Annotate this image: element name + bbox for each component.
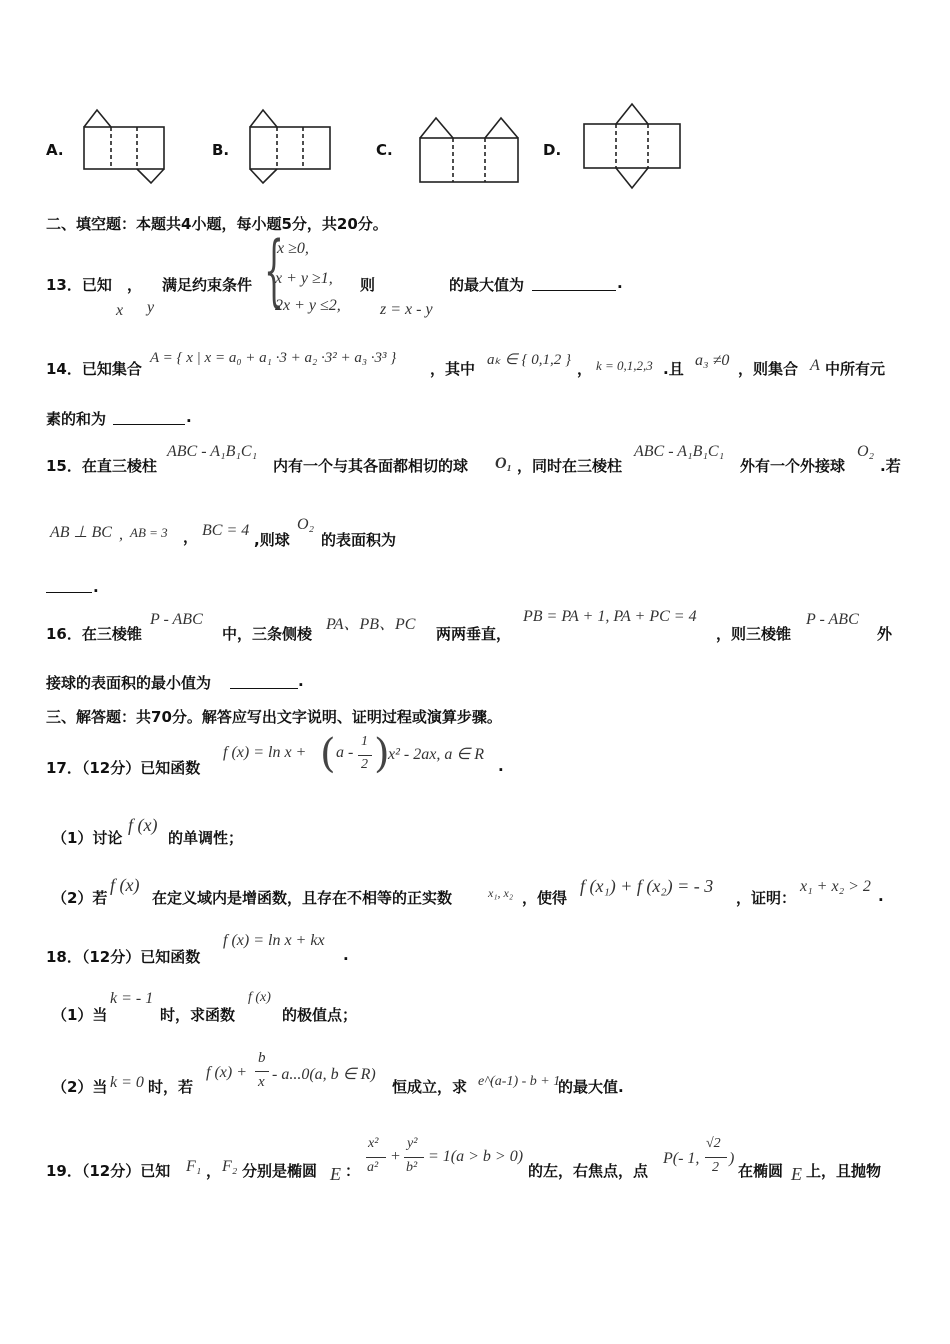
q19-point-p: P(- 1,	[663, 1150, 700, 1167]
q19-x2: x²	[368, 1136, 379, 1151]
q14-and: .且	[663, 360, 684, 378]
q17-frac-den: 2	[361, 757, 368, 772]
q18-function: f (x) = ln x + kx	[223, 932, 325, 949]
q19-e: E	[330, 1164, 341, 1184]
q17-end: .	[498, 757, 504, 775]
q15-mid2: ，同时在三棱柱	[517, 457, 623, 475]
q19-plus: +	[390, 1148, 401, 1165]
q19-sqrt2: √2	[706, 1136, 721, 1151]
q19-foci-text: 的左，右焦点，点	[528, 1162, 649, 1180]
q16-mid3: ，则三棱锥	[716, 625, 792, 643]
q18-part1-mid: 时，求函数	[160, 1006, 236, 1024]
q15-answer-blank[interactable]	[46, 578, 92, 593]
q15-sep2: ，	[183, 528, 199, 546]
q17-part2-end: .	[878, 887, 884, 905]
q16-answer-blank[interactable]	[230, 674, 298, 689]
q17-part2-mid2: ，使得	[522, 889, 568, 907]
q18-part1-k: k = - 1	[110, 990, 154, 1007]
q17-part1-tail: 的单调性；	[168, 829, 244, 847]
q13-constraint-3: 2x + y ≤2,	[275, 297, 341, 314]
q14-set-a: A	[810, 357, 820, 374]
option-b-label: B.	[212, 141, 230, 159]
q15-inscribed-text: 内有一个与其各面都相切的球	[273, 457, 469, 475]
q15-o1: O₁	[495, 455, 513, 472]
q18-part1-f: f (x)	[248, 990, 271, 1005]
option-d-label: D.	[543, 141, 562, 159]
q15-prism: ABC - A₁B₁C₁	[167, 443, 258, 460]
q15-circumscribed-text: 外有一个外接球	[740, 457, 846, 475]
q16-prefix: 16．在三棱锥	[46, 625, 142, 643]
q15-sep1: ,	[119, 526, 123, 543]
q15-prism-2: ABC - A₁B₁C₁	[634, 443, 725, 460]
q15-o2-second: O₂	[297, 516, 315, 533]
q16-end: .	[298, 672, 304, 690]
q15-cond-bc: BC = 4	[202, 522, 250, 539]
q19-on-ellipse: 在椭圆	[738, 1162, 784, 1180]
q19-ellipse-eq: = 1(a > b > 0)	[428, 1148, 524, 1165]
q18-part2-expression: e^(a-1) - b + 1	[478, 1074, 561, 1089]
q13-answer-blank[interactable]	[532, 276, 616, 291]
q18-part2-ineq-right: - a...0(a, b ∈ R)	[272, 1066, 376, 1083]
q14-end: .	[186, 408, 192, 426]
q18-part2-ineq-left: f (x) +	[206, 1064, 247, 1081]
q15-cond-ab: AB = 3	[130, 525, 168, 540]
q17-part2-goal: x₁ + x₂ > 2	[800, 878, 871, 895]
q19-colon: ：	[345, 1162, 361, 1180]
q18-part2-mid2: 恒成立，求	[392, 1078, 468, 1096]
q13-var-x: x	[116, 302, 124, 319]
q16-mid: 中，三条侧棱	[222, 625, 313, 643]
q18-prefix: 18．（12分）已知函数	[46, 948, 201, 966]
q14-then: ，则集合	[738, 360, 799, 378]
q14-line2: 素的和为	[46, 410, 107, 428]
q16-tail: 外	[877, 625, 893, 643]
q13-constraint-2: x + y ≥1,	[275, 270, 333, 287]
option-c-net-figure	[414, 110, 524, 190]
q17-part2-prove: ，证明：	[736, 889, 797, 907]
q15-end: .	[93, 578, 99, 596]
q17-f-lhs: f (x) = ln x +	[223, 744, 307, 761]
q13-objective: z = x - y	[380, 301, 433, 318]
q19-pclose: )	[729, 1150, 735, 1167]
q17-part2-label: （2）若	[52, 889, 108, 907]
q17-left-paren: (	[320, 731, 336, 777]
q14-prefix: 14．已知集合	[46, 360, 142, 378]
q15-prefix: 15．在直三棱柱	[46, 457, 157, 475]
q16-pyramid: P - ABC	[150, 611, 203, 628]
q17-part2-vars: x₁, x₂	[488, 886, 513, 900]
section-3-heading: 三、解答题：共70分。解答应写出文字说明、证明过程或演算步骤。	[46, 708, 502, 726]
q19-two: 2	[712, 1160, 719, 1175]
q18-part2-label: （2）当	[52, 1078, 108, 1096]
q19-b2: b²	[406, 1160, 418, 1175]
q19-f2: F₂	[222, 1158, 238, 1175]
q17-frac-bar	[358, 755, 372, 756]
section-2-heading: 二、填空题：本题共4小题，每小题5分，共20分。	[46, 215, 388, 233]
q15-o2: O₂	[857, 443, 875, 460]
q19-y2: y²	[407, 1136, 418, 1151]
q19-prefix: 19．（12分）已知	[46, 1162, 171, 1180]
q14-set-definition: A = { x | x = a₀ + a₁ ·3 + a₂ ·3² + a₃ ·3³ }	[150, 350, 397, 366]
q18-part2-k: k = 0	[110, 1074, 144, 1091]
option-a-net-figure	[78, 105, 170, 185]
q13-comma: ，	[127, 276, 143, 294]
q19-frac-bar-3	[705, 1157, 727, 1158]
q18-part2-frac-den: x	[258, 1074, 265, 1090]
q17-frac-num: 1	[361, 734, 368, 749]
q14-ak-range: aₖ ∈ { 0,1,2 }	[487, 352, 571, 368]
option-d-net-figure	[578, 100, 688, 192]
q13-constraint-label: 满足约束条件	[162, 276, 253, 294]
q14-where: ，其中	[430, 360, 476, 378]
q13-number: 13．已知	[46, 276, 112, 294]
q13-then: 则	[360, 276, 376, 294]
q17-part2-f: f (x)	[110, 875, 140, 895]
q17-part1-f: f (x)	[128, 815, 158, 835]
q17-part1-label: （1）讨论	[52, 829, 123, 847]
q16-pyramid-2: P - ABC	[806, 611, 859, 628]
q15-cond-perp: AB ⊥ BC	[50, 524, 112, 541]
q17-a-part: a -	[336, 744, 354, 761]
q16-perp: 两两垂直，	[436, 625, 512, 643]
q19-sep: ，	[206, 1162, 222, 1180]
q19-frac-bar-1	[366, 1157, 386, 1158]
q18-end: .	[343, 946, 349, 964]
q19-ellipse-label: 分别是椭圆	[242, 1162, 318, 1180]
q19-frac-bar-2	[404, 1157, 424, 1158]
q17-f-rhs: x² - 2ax, a ∈ R	[388, 746, 485, 763]
q15-ask: 的表面积为	[321, 531, 397, 549]
q18-part2-mid: 时，若	[148, 1078, 194, 1096]
q18-part1-label: （1）当	[52, 1006, 108, 1024]
q18-part2-frac-num: b	[258, 1050, 266, 1066]
q14-a3-condition: a₃ ≠0	[695, 352, 730, 369]
q16-line2: 接球的表面积的最小值为	[46, 674, 212, 692]
q14-tail: 中所有元	[825, 360, 886, 378]
q14-answer-blank[interactable]	[113, 410, 185, 425]
option-a-label: A.	[46, 141, 64, 159]
q18-part2-tail: 的最大值.	[558, 1078, 624, 1096]
q13-constraint-1: x ≥0,	[277, 240, 309, 257]
q17-part2-equation: f (x₁) + f (x₂) = - 3	[580, 876, 714, 896]
q15-then-ball: ,则球	[254, 531, 290, 549]
option-b-net-figure	[244, 105, 336, 185]
q17-prefix: 17．（12分）已知函数	[46, 759, 201, 777]
q19-tail: 上，且抛物	[806, 1162, 882, 1180]
q16-edges: PA、PB、PC	[326, 616, 416, 633]
q13-var-y: y	[147, 299, 155, 316]
q17-right-paren: )	[374, 731, 390, 777]
q18-part1-tail: 的极值点；	[282, 1006, 358, 1024]
q19-f1: F₁	[186, 1158, 202, 1175]
q16-condition: PB = PA + 1, PA + PC = 4	[523, 608, 697, 625]
q17-part2-mid: 在定义域内是增函数，且存在不相等的正实数	[152, 889, 453, 907]
q14-k-range: k = 0,1,2,3	[596, 358, 653, 373]
q13-end: .	[617, 274, 623, 292]
q13-brace: {	[264, 226, 284, 316]
option-c-label: C.	[376, 141, 393, 159]
q14-comma: ，	[577, 360, 593, 378]
q15-if: .若	[880, 457, 901, 475]
q19-e2: E	[791, 1164, 802, 1184]
q13-question: 的最大值为	[449, 276, 525, 294]
q18-part2-frac-bar	[255, 1071, 269, 1072]
q19-a2: a²	[367, 1160, 379, 1175]
